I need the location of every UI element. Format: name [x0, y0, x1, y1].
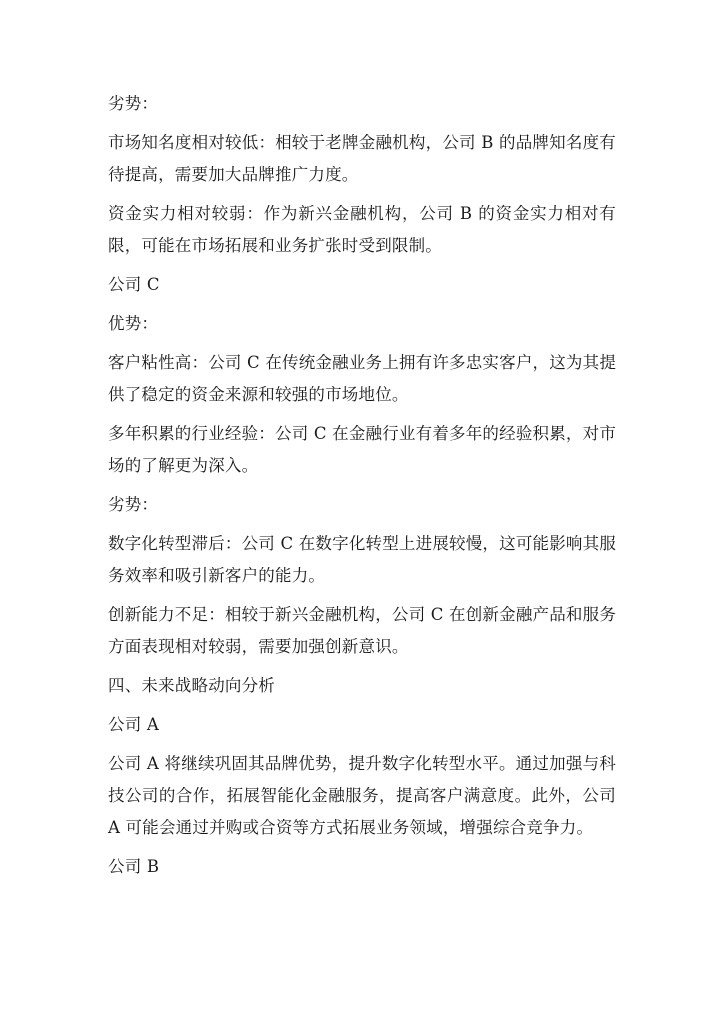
paragraph-c-digital-lag: 数字化转型滞后：公司 C 在数字化转型上进展较慢，这可能影响其服务效率和吸引新客户的能力。: [108, 534, 617, 585]
section-heading-strategy: 四、未来战略动向分析: [108, 676, 275, 695]
paragraph-c-experience: 多年积累的行业经验：公司 C 在金融行业有着多年的经验积累，对市场的了解更为深入。: [108, 424, 617, 475]
heading-company-b: 公司 B: [108, 857, 160, 876]
heading-strength-c: 优势：: [108, 314, 159, 333]
paragraph-b-brand-awareness: 市场知名度相对较低：相较于老牌金融机构，公司 B 的品牌知名度有待提高，需要加大品牌推广力度。: [108, 133, 616, 184]
heading-weakness-b: 劣势：: [108, 94, 159, 113]
paragraph-c-customer-loyalty: 客户粘性高：公司 C 在传统金融业务上拥有许多忠实客户，这为其提供了稳定的资金来源和较强的市场地位。: [108, 353, 617, 404]
heading-weakness-c: 劣势：: [108, 495, 159, 514]
heading-company-a: 公司 A: [108, 715, 159, 734]
document-body: [108, 88, 616, 890]
paragraph-a-strategy: 公司 A 将继续巩固其品牌优势，提升数字化转型水平。通过加强与科技公司的合作，拓展智能化金融服务，提高客户满意度。此外，公司 A 可能会通过并购或合资等方式拓展业务领域，增强综合竞争力。: [108, 754, 616, 837]
heading-company-c: 公司 C: [108, 275, 160, 294]
paragraph-b-capital: 资金实力相对较弱：作为新兴金融机构，公司 B 的资金实力相对有限，可能在市场拓展和业务扩张时受到限制。: [108, 204, 616, 255]
paragraph-c-innovation: 创新能力不足：相较于新兴金融机构，公司 C 在创新金融产品和服务方面表现相对较弱，需要加强创新意识。: [108, 605, 617, 656]
